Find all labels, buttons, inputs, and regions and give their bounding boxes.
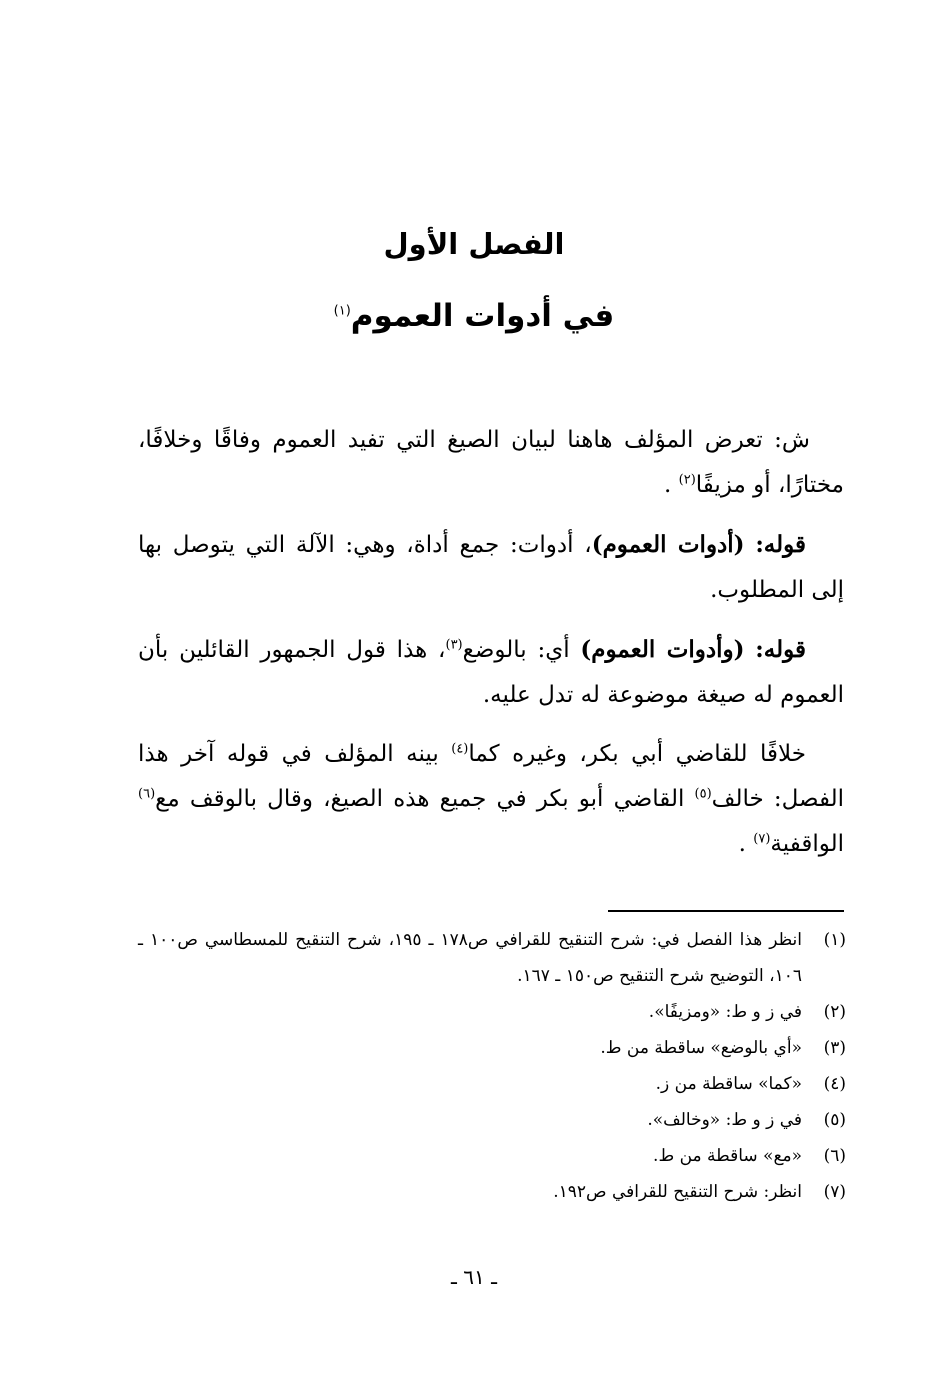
chapter-subtitle-text: في أدوات العموم: [350, 298, 615, 334]
page-number: [0, 1262, 948, 1292]
footnote-text: «مع» ساقطة من ط.: [653, 1146, 802, 1166]
footnote-separator: [608, 910, 844, 912]
paragraph-3-lead: قوله:: [755, 636, 806, 663]
footnote-text: «أي بالوضع» ساقطة من ط.: [600, 1038, 802, 1058]
paragraph-3: [138, 627, 844, 718]
paragraph-3-mid: أي: بالوضع: [462, 637, 581, 663]
body-text: [138, 418, 844, 881]
chapter-subtitle: [0, 292, 948, 340]
paragraph-2-quote: (أدوات العموم): [591, 531, 745, 558]
footnote-text: في ز و ط: «ومزيفًا».: [648, 1002, 802, 1022]
footnote-ref-4: (٤): [451, 741, 469, 757]
chapter-title-text: الفصل الأول: [383, 227, 565, 261]
footnote-text: في ز و ط: «وخالف».: [647, 1110, 802, 1130]
paragraph-2: [138, 522, 844, 613]
footnote-number: (٢): [823, 1002, 846, 1022]
footnote-number: (٤): [823, 1074, 846, 1094]
footnote-ref-5: (٥): [694, 786, 712, 802]
paragraph-1-end: .: [664, 472, 679, 498]
paragraph-2-rest: ، أدوات: جمع أداة، وهي: الآلة التي يتوصل بها إلى المطلوب.: [138, 532, 844, 603]
paragraph-1-text: ش: تعرض المؤلف هاهنا لبيان الصيغ التي تفيد العموم وفاقًا وخلافًا، مختارًا، أو مزيفًا: [138, 427, 844, 498]
footnote-text: انظر: شرح التنقيح للقرافي ص١٩٢.: [553, 1182, 802, 1202]
paragraph-2-lead: قوله:: [755, 531, 807, 558]
paragraph-1: [138, 418, 844, 508]
paragraph-3-rest: ، هذا قول الجمهور القائلين بأن العموم له صيغة موضوعة له تدل عليه.: [138, 637, 844, 708]
footnote-ref-1: (١): [333, 303, 351, 319]
footnote-4: [138, 1066, 846, 1102]
footnote-number: (٣): [823, 1038, 846, 1058]
footnote-text: «كما» ساقطة من ز.: [655, 1074, 802, 1094]
paragraph-4-part-b: بينه المؤلف في قوله آخر هذا الفصل: خالف: [138, 741, 844, 812]
footnote-ref-3: (٣): [445, 637, 463, 653]
footnote-ref-7: (٧): [753, 831, 771, 847]
footnote-number: (٥): [823, 1110, 846, 1130]
footnote-text: انظر هذا الفصل في: شرح التنقيح للقرافي ص١٧٨ ـ ١٩٥، شرح التنقيح للمسطاسي ص١٠٠ ـ ١٠٦، التوضيح شرح التنقيح ص١٥٠ ـ ١٦٧.: [138, 930, 802, 986]
footnote-ref-6: (٦): [138, 786, 156, 802]
footnote-2: [138, 994, 846, 1030]
paragraph-4: [138, 732, 844, 867]
paragraph-4-part-e: .: [738, 831, 754, 857]
footnote-6: [138, 1138, 846, 1174]
footnote-1: [138, 922, 846, 994]
paragraph-3-quote: (وأدوات العموم): [580, 636, 745, 663]
footnote-5: [138, 1102, 846, 1138]
paragraph-4-part-a: خلافًا للقاضي أبي بكر، وغيره كما: [468, 741, 806, 767]
chapter-title: [0, 222, 948, 266]
footnote-number: (١): [823, 930, 846, 950]
footnotes: [138, 922, 846, 1210]
page-number-text: ـ ٦١ ـ: [451, 1265, 497, 1289]
footnote-3: [138, 1030, 846, 1066]
footnote-7: [138, 1174, 846, 1210]
footnote-ref-2: (٢): [678, 472, 696, 488]
paragraph-4-part-c: القاضي أبو بكر في جميع هذه الصيغ، وقال بالوقف مع: [155, 786, 695, 812]
footnote-number: (٦): [823, 1146, 846, 1166]
paragraph-4-part-d: الواقفية: [770, 831, 844, 857]
footnote-number: (٧): [823, 1182, 846, 1202]
